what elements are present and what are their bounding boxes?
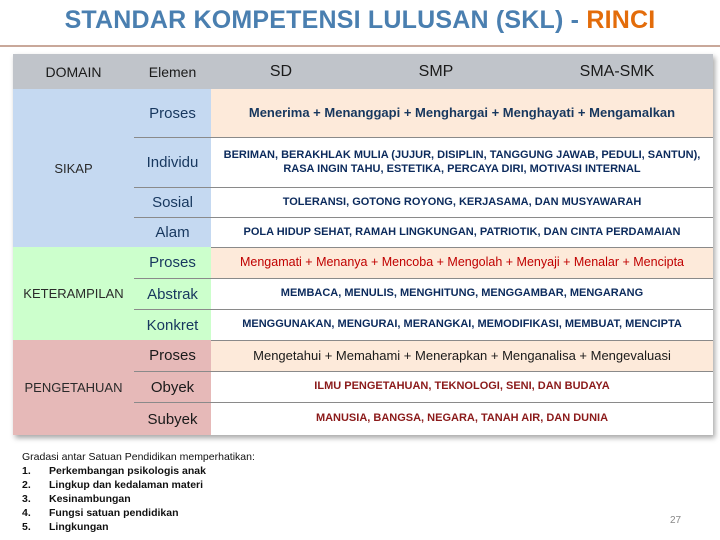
page-title xyxy=(0,6,720,35)
title-main: STANDAR KOMPETENSI LULUSAN (SKL) - xyxy=(64,6,580,34)
row-sikap-sosial: TOLERANSI, GOTONG ROYONG, KERJASAMA, DAN MUSYAWARAH xyxy=(211,187,713,217)
header-elemen: Elemen xyxy=(134,54,211,89)
list-item: 5. Lingkungan xyxy=(22,521,109,533)
row-sikap-proses: Menerima + Menanggapi + Menghargai + Menghayati + Mengamalkan xyxy=(211,89,713,137)
gradation-notes xyxy=(22,450,255,534)
list-item: 2. Lingkup dan kedalaman materi xyxy=(22,479,204,491)
page-number: 27 xyxy=(670,515,682,526)
row-pengetahuan-subyek: MANUSIA, BANGSA, NEGARA, TANAH AIR, DAN DUNIA xyxy=(211,402,713,435)
elemen-sikap-proses: Proses xyxy=(134,89,211,137)
gradation-list xyxy=(22,464,255,534)
domain-sikap: SIKAP xyxy=(13,89,134,247)
list-item: 4. Fungsi satuan pendidikan xyxy=(22,507,179,519)
elemen-pengetahuan-obyek: Obyek xyxy=(134,371,211,402)
gradation-intro: Gradasi antar Satuan Pendidikan memperhatikan: xyxy=(22,451,255,463)
domain-pengetahuan: PENGETAHUAN xyxy=(13,340,134,435)
elemen-keterampilan-konkret: Konkret xyxy=(134,309,211,340)
skl-table xyxy=(13,54,713,435)
header-sma-smk: SMA-SMK xyxy=(521,54,713,89)
row-keterampilan-abstrak: MEMBACA, MENULIS, MENGHITUNG, MENGGAMBAR, MENGARANG xyxy=(211,278,713,309)
header-domain: DOMAIN xyxy=(13,54,134,89)
elemen-sikap-individu: Individu xyxy=(134,137,211,187)
domain-keterampilan: KETERAMPILAN xyxy=(13,247,134,340)
row-sikap-alam: POLA HIDUP SEHAT, RAMAH LINGKUNGAN, PATRIOTIK, DAN CINTA PERDAMAIAN xyxy=(211,217,713,247)
row-sikap-individu: BERIMAN, BERAKHLAK MULIA (JUJUR, DISIPLIN, TANGGUNG JAWAB, PEDULI, SANTUN), RASA INGIN TAHU, ESTETIKA, PERCAYA DIRI, MOTIVASI INTERNAL xyxy=(211,137,713,187)
list-item: 1. Perkembangan psikologis anak xyxy=(22,465,206,477)
elemen-keterampilan-abstrak: Abstrak xyxy=(134,278,211,309)
elemen-pengetahuan-proses: Proses xyxy=(134,340,211,371)
title-accent: RINCI xyxy=(586,6,656,34)
row-pengetahuan-obyek: ILMU PENGETAHUAN, TEKNOLOGI, SENI, DAN BUDAYA xyxy=(211,371,713,402)
header-smp: SMP xyxy=(351,54,521,89)
list-item: 3. Kesinambungan xyxy=(22,493,131,505)
elemen-sikap-alam: Alam xyxy=(134,217,211,247)
elemen-sikap-sosial: Sosial xyxy=(134,187,211,217)
elemen-pengetahuan-subyek: Subyek xyxy=(134,402,211,435)
title-divider xyxy=(0,45,720,47)
row-keterampilan-konkret: MENGGUNAKAN, MENGURAI, MERANGKAI, MEMODIFIKASI, MEMBUAT, MENCIPTA xyxy=(211,309,713,340)
row-keterampilan-proses: Mengamati + Menanya + Mencoba + Mengolah + Menyaji + Menalar + Mencipta xyxy=(211,247,713,278)
row-pengetahuan-proses: Mengetahui + Memahami + Menerapkan + Menganalisa + Mengevaluasi xyxy=(211,340,713,371)
header-sd: SD xyxy=(211,54,351,89)
elemen-keterampilan-proses: Proses xyxy=(134,247,211,278)
